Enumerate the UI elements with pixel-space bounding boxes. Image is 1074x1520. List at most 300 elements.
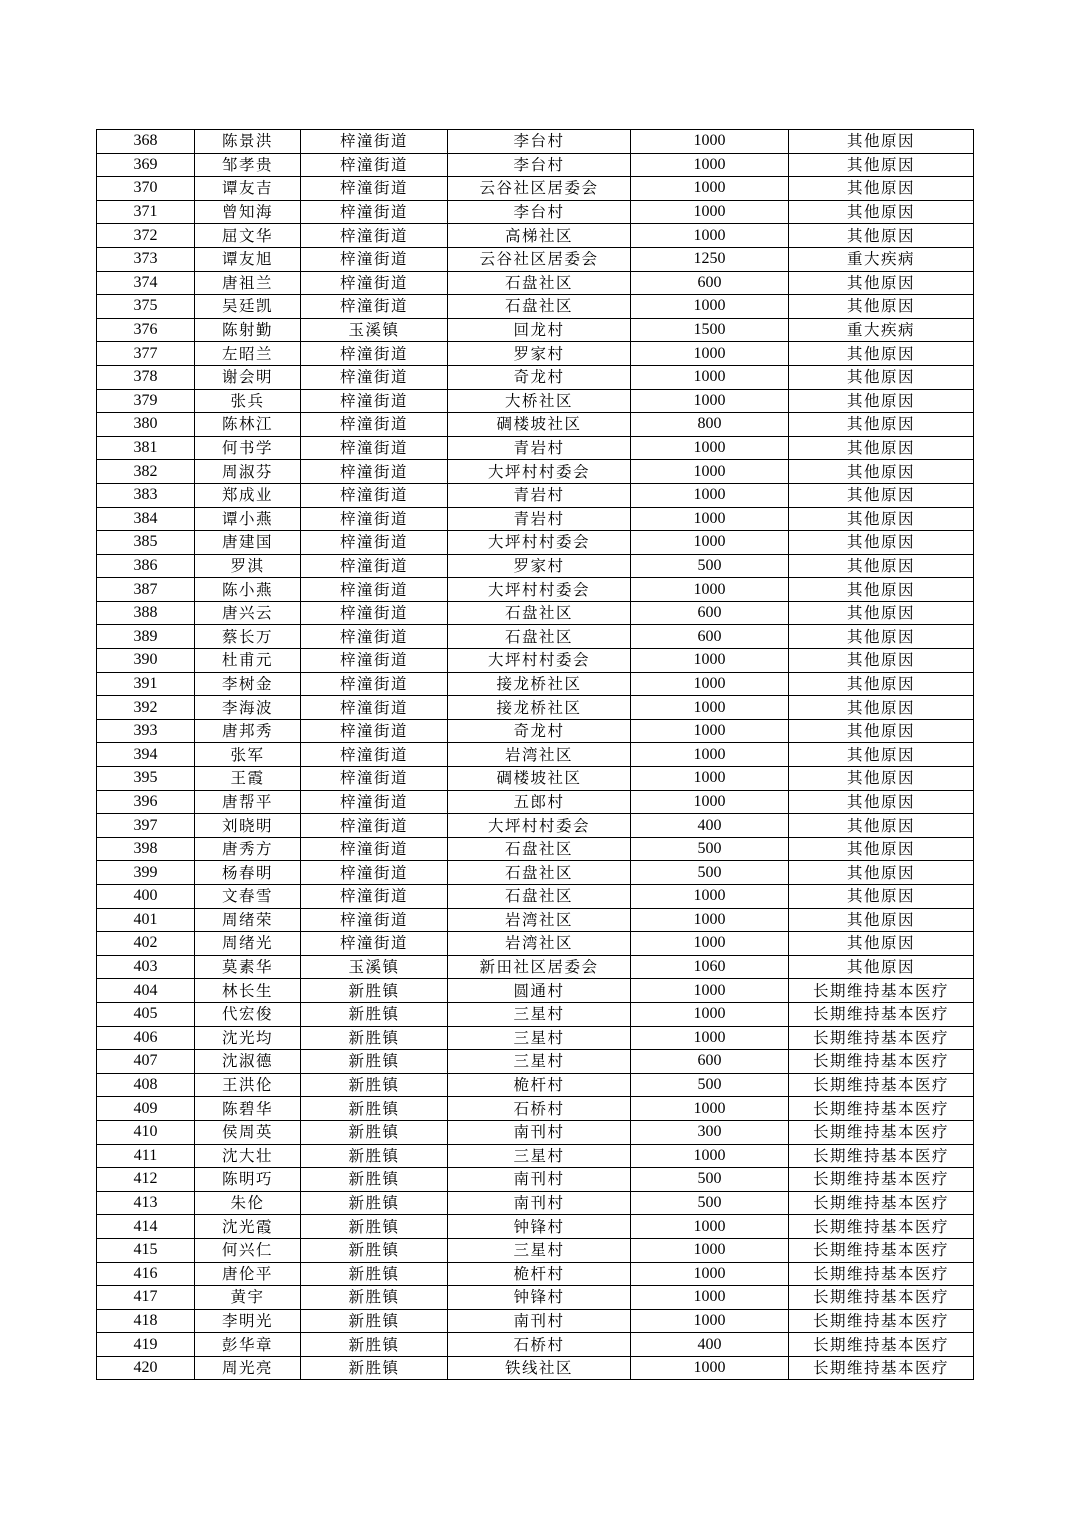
row-number-cell: 406: [97, 1026, 195, 1050]
row-number-cell: 418: [97, 1309, 195, 1333]
name-cell: 周光亮: [195, 1356, 301, 1380]
community-cell: 五郎村: [448, 790, 631, 814]
reason-cell: 其他原因: [789, 507, 974, 531]
table-row: [97, 531, 974, 555]
name-cell: 谭友旭: [195, 247, 301, 271]
community-cell: 碉楼坡社区: [448, 767, 631, 791]
reason-cell: 其他原因: [789, 177, 974, 201]
town-cell: 梓潼街道: [301, 837, 448, 861]
community-cell: 岩湾社区: [448, 743, 631, 767]
name-cell: 唐帮平: [195, 790, 301, 814]
table-row: [97, 507, 974, 531]
name-cell: 杜甫元: [195, 649, 301, 673]
table-row: [97, 483, 974, 507]
row-number-cell: 400: [97, 885, 195, 909]
table-row: [97, 1073, 974, 1097]
reason-cell: 长期维持基本医疗: [789, 1144, 974, 1168]
table-row: [97, 271, 974, 295]
table-row: [97, 554, 974, 578]
reason-cell: 其他原因: [789, 224, 974, 248]
row-number-cell: 393: [97, 719, 195, 743]
amount-cell: 1000: [631, 767, 789, 791]
community-cell: 青岩村: [448, 507, 631, 531]
reason-cell: 其他原因: [789, 153, 974, 177]
table-row: [97, 1144, 974, 1168]
amount-cell: 1000: [631, 743, 789, 767]
name-cell: 蔡长万: [195, 625, 301, 649]
amount-cell: 1000: [631, 1002, 789, 1026]
row-number-cell: 390: [97, 649, 195, 673]
amount-cell: 1000: [631, 649, 789, 673]
town-cell: 梓潼街道: [301, 814, 448, 838]
table-row: [97, 1026, 974, 1050]
town-cell: 梓潼街道: [301, 767, 448, 791]
row-number-cell: 416: [97, 1262, 195, 1286]
row-number-cell: 410: [97, 1120, 195, 1144]
town-cell: 梓潼街道: [301, 460, 448, 484]
community-cell: 大坪村村委会: [448, 460, 631, 484]
table-row: [97, 625, 974, 649]
name-cell: 王洪伦: [195, 1073, 301, 1097]
reason-cell: 其他原因: [789, 649, 974, 673]
amount-cell: 500: [631, 861, 789, 885]
reason-cell: 其他原因: [789, 696, 974, 720]
row-number-cell: 369: [97, 153, 195, 177]
row-number-cell: 371: [97, 200, 195, 224]
reason-cell: 其他原因: [789, 413, 974, 437]
name-cell: 林长生: [195, 979, 301, 1003]
table-row: [97, 672, 974, 696]
name-cell: 谭小燕: [195, 507, 301, 531]
reason-cell: 其他原因: [789, 460, 974, 484]
name-cell: 谭友吉: [195, 177, 301, 201]
community-cell: 石盘社区: [448, 295, 631, 319]
community-cell: 新田社区居委会: [448, 955, 631, 979]
amount-cell: 1000: [631, 1309, 789, 1333]
reason-cell: 其他原因: [789, 365, 974, 389]
town-cell: 梓潼街道: [301, 908, 448, 932]
amount-cell: 1000: [631, 578, 789, 602]
row-number-cell: 397: [97, 814, 195, 838]
reason-cell: 其他原因: [789, 554, 974, 578]
town-cell: 梓潼街道: [301, 554, 448, 578]
amount-cell: 1000: [631, 342, 789, 366]
community-cell: 接龙桥社区: [448, 696, 631, 720]
amount-cell: 600: [631, 1050, 789, 1074]
town-cell: 梓潼街道: [301, 932, 448, 956]
town-cell: 梓潼街道: [301, 271, 448, 295]
name-cell: 何兴仁: [195, 1238, 301, 1262]
reason-cell: 重大疾病: [789, 247, 974, 271]
community-cell: 三星村: [448, 1026, 631, 1050]
table-row: [97, 247, 974, 271]
amount-cell: 1000: [631, 389, 789, 413]
town-cell: 梓潼街道: [301, 342, 448, 366]
table-row: [97, 1097, 974, 1121]
name-cell: 李明光: [195, 1309, 301, 1333]
reason-cell: 其他原因: [789, 672, 974, 696]
reason-cell: 长期维持基本医疗: [789, 1238, 974, 1262]
name-cell: 周绪荣: [195, 908, 301, 932]
amount-cell: 1000: [631, 483, 789, 507]
name-cell: 李树金: [195, 672, 301, 696]
town-cell: 新胜镇: [301, 1120, 448, 1144]
reason-cell: 其他原因: [789, 271, 974, 295]
town-cell: 梓潼街道: [301, 696, 448, 720]
reason-cell: 长期维持基本医疗: [789, 1191, 974, 1215]
table-row: [97, 932, 974, 956]
name-cell: 何书学: [195, 436, 301, 460]
town-cell: 新胜镇: [301, 1168, 448, 1192]
town-cell: 梓潼街道: [301, 200, 448, 224]
community-cell: 青岩村: [448, 436, 631, 460]
row-number-cell: 413: [97, 1191, 195, 1215]
community-cell: 石盘社区: [448, 837, 631, 861]
community-cell: 罗家村: [448, 554, 631, 578]
name-cell: 杨春明: [195, 861, 301, 885]
row-number-cell: 401: [97, 908, 195, 932]
community-cell: 三星村: [448, 1002, 631, 1026]
town-cell: 新胜镇: [301, 1286, 448, 1310]
name-cell: 唐祖兰: [195, 271, 301, 295]
reason-cell: 其他原因: [789, 130, 974, 154]
reason-cell: 长期维持基本医疗: [789, 1286, 974, 1310]
row-number-cell: 374: [97, 271, 195, 295]
reason-cell: 其他原因: [789, 790, 974, 814]
amount-cell: 1000: [631, 790, 789, 814]
town-cell: 梓潼街道: [301, 507, 448, 531]
town-cell: 梓潼街道: [301, 578, 448, 602]
name-cell: 沈光霞: [195, 1215, 301, 1239]
table-row: [97, 1238, 974, 1262]
row-number-cell: 373: [97, 247, 195, 271]
reason-cell: 长期维持基本医疗: [789, 1097, 974, 1121]
row-number-cell: 407: [97, 1050, 195, 1074]
amount-cell: 1000: [631, 885, 789, 909]
community-cell: 石盘社区: [448, 271, 631, 295]
name-cell: 沈淑德: [195, 1050, 301, 1074]
town-cell: 梓潼街道: [301, 861, 448, 885]
name-cell: 代宏俊: [195, 1002, 301, 1026]
community-cell: 钟锋村: [448, 1215, 631, 1239]
table-row: [97, 1215, 974, 1239]
row-number-cell: 419: [97, 1333, 195, 1357]
reason-cell: 其他原因: [789, 436, 974, 460]
amount-cell: 1000: [631, 507, 789, 531]
amount-cell: 1000: [631, 177, 789, 201]
table-row: [97, 743, 974, 767]
amount-cell: 500: [631, 1073, 789, 1097]
row-number-cell: 420: [97, 1356, 195, 1380]
town-cell: 新胜镇: [301, 979, 448, 1003]
community-cell: 南刊村: [448, 1168, 631, 1192]
town-cell: 梓潼街道: [301, 483, 448, 507]
amount-cell: 500: [631, 837, 789, 861]
community-cell: 碉楼坡社区: [448, 413, 631, 437]
table-row: [97, 955, 974, 979]
town-cell: 梓潼街道: [301, 601, 448, 625]
town-cell: 梓潼街道: [301, 389, 448, 413]
table-row: [97, 177, 974, 201]
community-cell: 桅杆村: [448, 1073, 631, 1097]
amount-cell: 1000: [631, 1097, 789, 1121]
community-cell: 桅杆村: [448, 1262, 631, 1286]
table-row: [97, 130, 974, 154]
town-cell: 梓潼街道: [301, 153, 448, 177]
table-row: [97, 200, 974, 224]
town-cell: 新胜镇: [301, 1356, 448, 1380]
name-cell: 吴廷凯: [195, 295, 301, 319]
row-number-cell: 376: [97, 318, 195, 342]
town-cell: 玉溪镇: [301, 318, 448, 342]
reason-cell: 长期维持基本医疗: [789, 979, 974, 1003]
table-row: [97, 979, 974, 1003]
reason-cell: 其他原因: [789, 743, 974, 767]
amount-cell: 1000: [631, 460, 789, 484]
table-body: [97, 130, 974, 1380]
amount-cell: 1000: [631, 531, 789, 555]
table-row: [97, 649, 974, 673]
reason-cell: 长期维持基本医疗: [789, 1050, 974, 1074]
amount-cell: 1000: [631, 365, 789, 389]
name-cell: 张兵: [195, 389, 301, 413]
table-row: [97, 1356, 974, 1380]
amount-cell: 1000: [631, 200, 789, 224]
reason-cell: 其他原因: [789, 342, 974, 366]
reason-cell: 其他原因: [789, 601, 974, 625]
name-cell: 曾知海: [195, 200, 301, 224]
row-number-cell: 382: [97, 460, 195, 484]
town-cell: 梓潼街道: [301, 719, 448, 743]
table-row: [97, 1333, 974, 1357]
reason-cell: 长期维持基本医疗: [789, 1073, 974, 1097]
community-cell: 云谷社区居委会: [448, 177, 631, 201]
amount-cell: 1000: [631, 295, 789, 319]
amount-cell: 600: [631, 271, 789, 295]
community-cell: 岩湾社区: [448, 908, 631, 932]
community-cell: 石盘社区: [448, 601, 631, 625]
table-row: [97, 719, 974, 743]
table-row: [97, 318, 974, 342]
assistance-roster-table: [96, 129, 974, 1380]
amount-cell: 1500: [631, 318, 789, 342]
row-number-cell: 408: [97, 1073, 195, 1097]
row-number-cell: 395: [97, 767, 195, 791]
reason-cell: 其他原因: [789, 932, 974, 956]
name-cell: 周绪光: [195, 932, 301, 956]
name-cell: 彭华章: [195, 1333, 301, 1357]
reason-cell: 其他原因: [789, 389, 974, 413]
name-cell: 刘晓明: [195, 814, 301, 838]
table-row: [97, 908, 974, 932]
town-cell: 梓潼街道: [301, 649, 448, 673]
table-row: [97, 365, 974, 389]
name-cell: 李海波: [195, 696, 301, 720]
row-number-cell: 379: [97, 389, 195, 413]
row-number-cell: 414: [97, 1215, 195, 1239]
table-row: [97, 601, 974, 625]
row-number-cell: 372: [97, 224, 195, 248]
row-number-cell: 403: [97, 955, 195, 979]
reason-cell: 其他原因: [789, 837, 974, 861]
name-cell: 陈景洪: [195, 130, 301, 154]
town-cell: 新胜镇: [301, 1097, 448, 1121]
amount-cell: 1000: [631, 1356, 789, 1380]
amount-cell: 1000: [631, 719, 789, 743]
row-number-cell: 417: [97, 1286, 195, 1310]
table-row: [97, 861, 974, 885]
table-row: [97, 578, 974, 602]
community-cell: 铁线社区: [448, 1356, 631, 1380]
town-cell: 梓潼街道: [301, 365, 448, 389]
table-row: [97, 1002, 974, 1026]
row-number-cell: 368: [97, 130, 195, 154]
community-cell: 云谷社区居委会: [448, 247, 631, 271]
table-row: [97, 342, 974, 366]
town-cell: 新胜镇: [301, 1215, 448, 1239]
table-row: [97, 389, 974, 413]
community-cell: 大桥社区: [448, 389, 631, 413]
table-row: [97, 460, 974, 484]
row-number-cell: 383: [97, 483, 195, 507]
reason-cell: 其他原因: [789, 578, 974, 602]
name-cell: 侯周英: [195, 1120, 301, 1144]
row-number-cell: 386: [97, 554, 195, 578]
amount-cell: 1000: [631, 1262, 789, 1286]
amount-cell: 1000: [631, 979, 789, 1003]
community-cell: 石桥村: [448, 1097, 631, 1121]
community-cell: 南刊村: [448, 1191, 631, 1215]
amount-cell: 1000: [631, 932, 789, 956]
amount-cell: 500: [631, 1191, 789, 1215]
community-cell: 罗家村: [448, 342, 631, 366]
reason-cell: 其他原因: [789, 885, 974, 909]
town-cell: 梓潼街道: [301, 885, 448, 909]
name-cell: 唐伦平: [195, 1262, 301, 1286]
name-cell: 张军: [195, 743, 301, 767]
name-cell: 沈大壮: [195, 1144, 301, 1168]
reason-cell: 长期维持基本医疗: [789, 1356, 974, 1380]
community-cell: 大坪村村委会: [448, 649, 631, 673]
community-cell: 南刊村: [448, 1309, 631, 1333]
community-cell: 大坪村村委会: [448, 578, 631, 602]
amount-cell: 1000: [631, 130, 789, 154]
reason-cell: 其他原因: [789, 295, 974, 319]
amount-cell: 1000: [631, 436, 789, 460]
name-cell: 文春雪: [195, 885, 301, 909]
amount-cell: 600: [631, 601, 789, 625]
reason-cell: 长期维持基本医疗: [789, 1168, 974, 1192]
town-cell: 新胜镇: [301, 1002, 448, 1026]
row-number-cell: 399: [97, 861, 195, 885]
reason-cell: 其他原因: [789, 483, 974, 507]
name-cell: 陈林江: [195, 413, 301, 437]
town-cell: 梓潼街道: [301, 790, 448, 814]
amount-cell: 1000: [631, 224, 789, 248]
name-cell: 陈碧华: [195, 1097, 301, 1121]
community-cell: 青岩村: [448, 483, 631, 507]
community-cell: 大坪村村委会: [448, 814, 631, 838]
town-cell: 玉溪镇: [301, 955, 448, 979]
reason-cell: 其他原因: [789, 814, 974, 838]
name-cell: 陈射勤: [195, 318, 301, 342]
row-number-cell: 370: [97, 177, 195, 201]
table-row: [97, 1120, 974, 1144]
community-cell: 回龙村: [448, 318, 631, 342]
amount-cell: 1000: [631, 1144, 789, 1168]
name-cell: 沈光均: [195, 1026, 301, 1050]
table-row: [97, 790, 974, 814]
town-cell: 新胜镇: [301, 1026, 448, 1050]
row-number-cell: 404: [97, 979, 195, 1003]
community-cell: 石盘社区: [448, 625, 631, 649]
name-cell: 屈文华: [195, 224, 301, 248]
town-cell: 梓潼街道: [301, 625, 448, 649]
town-cell: 新胜镇: [301, 1333, 448, 1357]
community-cell: 李台村: [448, 130, 631, 154]
name-cell: 莫素华: [195, 955, 301, 979]
amount-cell: 1060: [631, 955, 789, 979]
community-cell: 奇龙村: [448, 719, 631, 743]
amount-cell: 1000: [631, 908, 789, 932]
community-cell: 三星村: [448, 1144, 631, 1168]
row-number-cell: 391: [97, 672, 195, 696]
amount-cell: 400: [631, 1333, 789, 1357]
name-cell: 黄宇: [195, 1286, 301, 1310]
town-cell: 梓潼街道: [301, 224, 448, 248]
reason-cell: 长期维持基本医疗: [789, 1026, 974, 1050]
name-cell: 王霞: [195, 767, 301, 791]
town-cell: 梓潼街道: [301, 247, 448, 271]
amount-cell: 400: [631, 814, 789, 838]
row-number-cell: 412: [97, 1168, 195, 1192]
reason-cell: 其他原因: [789, 531, 974, 555]
town-cell: 梓潼街道: [301, 743, 448, 767]
row-number-cell: 411: [97, 1144, 195, 1168]
amount-cell: 1000: [631, 1215, 789, 1239]
row-number-cell: 396: [97, 790, 195, 814]
reason-cell: 其他原因: [789, 719, 974, 743]
name-cell: 唐秀方: [195, 837, 301, 861]
reason-cell: 重大疾病: [789, 318, 974, 342]
town-cell: 梓潼街道: [301, 413, 448, 437]
amount-cell: 500: [631, 554, 789, 578]
amount-cell: 600: [631, 625, 789, 649]
row-number-cell: 392: [97, 696, 195, 720]
row-number-cell: 394: [97, 743, 195, 767]
table-row: [97, 837, 974, 861]
community-cell: 石盘社区: [448, 885, 631, 909]
table-row: [97, 696, 974, 720]
table-row: [97, 153, 974, 177]
row-number-cell: 375: [97, 295, 195, 319]
reason-cell: 其他原因: [789, 767, 974, 791]
row-number-cell: 398: [97, 837, 195, 861]
reason-cell: 长期维持基本医疗: [789, 1262, 974, 1286]
row-number-cell: 388: [97, 601, 195, 625]
amount-cell: 1250: [631, 247, 789, 271]
amount-cell: 1000: [631, 1026, 789, 1050]
row-number-cell: 389: [97, 625, 195, 649]
community-cell: 奇龙村: [448, 365, 631, 389]
community-cell: 岩湾社区: [448, 932, 631, 956]
community-cell: 钟锋村: [448, 1286, 631, 1310]
amount-cell: 1000: [631, 153, 789, 177]
town-cell: 梓潼街道: [301, 531, 448, 555]
town-cell: 梓潼街道: [301, 436, 448, 460]
amount-cell: 1000: [631, 696, 789, 720]
reason-cell: 其他原因: [789, 625, 974, 649]
